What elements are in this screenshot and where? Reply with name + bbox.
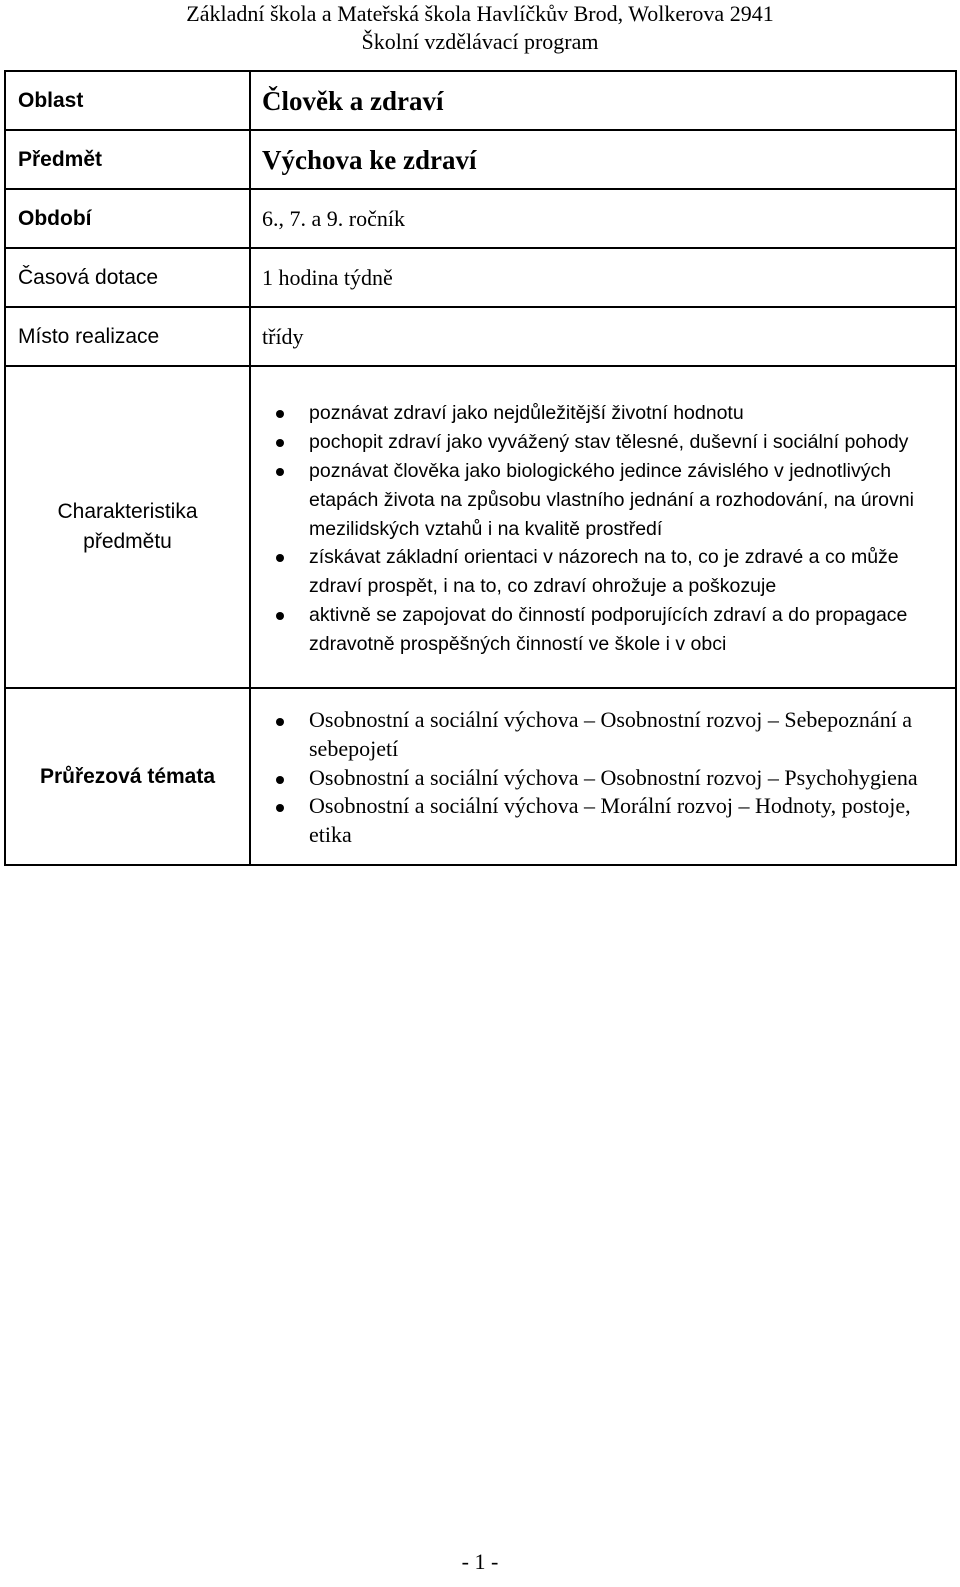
obdobi-value: 6., 7. a 9. ročník: [250, 189, 956, 248]
predmet-label: Předmět: [5, 130, 250, 189]
list-item-text: Osobnostní a sociální výchova – Morální rozvoj – Hodnoty, postoje, etika: [309, 793, 911, 848]
oblast-label: Oblast: [5, 71, 250, 130]
prurezova-temata-list: [262, 706, 949, 850]
table-row-oblast: [5, 71, 956, 130]
subject-table: [4, 70, 957, 866]
charakteristika-label: [5, 366, 250, 688]
charakteristika-value: [250, 366, 956, 688]
charakteristika-label-line2: předmětu: [83, 530, 172, 553]
bullet-icon: [276, 612, 284, 620]
table-row-prurezova-temata: [5, 688, 956, 865]
table-row-charakteristika: [5, 366, 956, 688]
list-item: [262, 428, 949, 457]
bullet-icon: [276, 468, 284, 476]
list-item-text: pochopit zdraví jako vyvážený stav tělesné, duševní i sociální pohody: [309, 431, 909, 454]
list-item-text: získávat základní orientaci v názorech na to, co je zdravé a co může zdraví prospět, i na to, co zdraví ohrožuje a poškozuje: [309, 546, 899, 598]
list-item-text: Osobnostní a sociální výchova – Osobnostní rozvoj – Psychohygiena: [309, 764, 918, 790]
list-item: [262, 764, 949, 793]
list-item: [262, 543, 949, 601]
prurezova-temata-label: Průřezová témata: [5, 688, 250, 865]
bullet-icon: [276, 439, 284, 447]
oblast-value: Člověk a zdraví: [250, 71, 956, 130]
bullet-icon: [276, 410, 284, 418]
list-item: [262, 457, 949, 543]
program-title: Školní vzdělávací program: [361, 29, 599, 54]
school-name: Základní škola a Mateřská škola Havlíčkův Brod, Wolkerova 2941: [186, 1, 774, 26]
obdobi-label: Období: [5, 189, 250, 248]
misto-realizace-value: třídy: [250, 307, 956, 366]
misto-realizace-label: Místo realizace: [5, 307, 250, 366]
list-item-text: poznávat zdraví jako nejdůležitější životní hodnotu: [309, 402, 744, 425]
bullet-icon: [276, 776, 284, 784]
table-row-predmet: [5, 130, 956, 189]
table-row-misto-realizace: [5, 307, 956, 366]
table-row-casova-dotace: [5, 248, 956, 307]
list-item: [262, 792, 949, 850]
bullet-icon: [276, 718, 284, 726]
list-item-text: aktivně se zapojovat do činností podporujících zdraví a do propagace zdravotně prospěšných činností ve škole i v obci: [309, 603, 908, 655]
table-row-obdobi: [5, 189, 956, 248]
list-item-text: Osobnostní a sociální výchova – Osobnostní rozvoj – Sebepoznání a sebepojetí: [309, 707, 913, 761]
page-number: - 1 -: [461, 1549, 499, 1574]
list-item: [262, 601, 949, 659]
predmet-value: Výchova ke zdraví: [250, 130, 956, 189]
charakteristika-label-line1: Charakteristika: [57, 500, 198, 523]
list-item: [262, 706, 949, 764]
prurezova-temata-value: [250, 688, 956, 865]
casova-dotace-label: Časová dotace: [5, 248, 250, 307]
casova-dotace-value: 1 hodina týdně: [250, 248, 956, 307]
charakteristika-list: [262, 399, 949, 658]
list-item-text: poznávat člověka jako biologického jedince závislého v jednotlivých etapách života na způsobu vlastního jednání a rozhodování, na úrovni mezilidských vztahů i na kvalitě prostředí: [309, 460, 914, 540]
bullet-icon: [276, 804, 284, 812]
list-item: [262, 399, 949, 428]
bullet-icon: [276, 554, 284, 562]
